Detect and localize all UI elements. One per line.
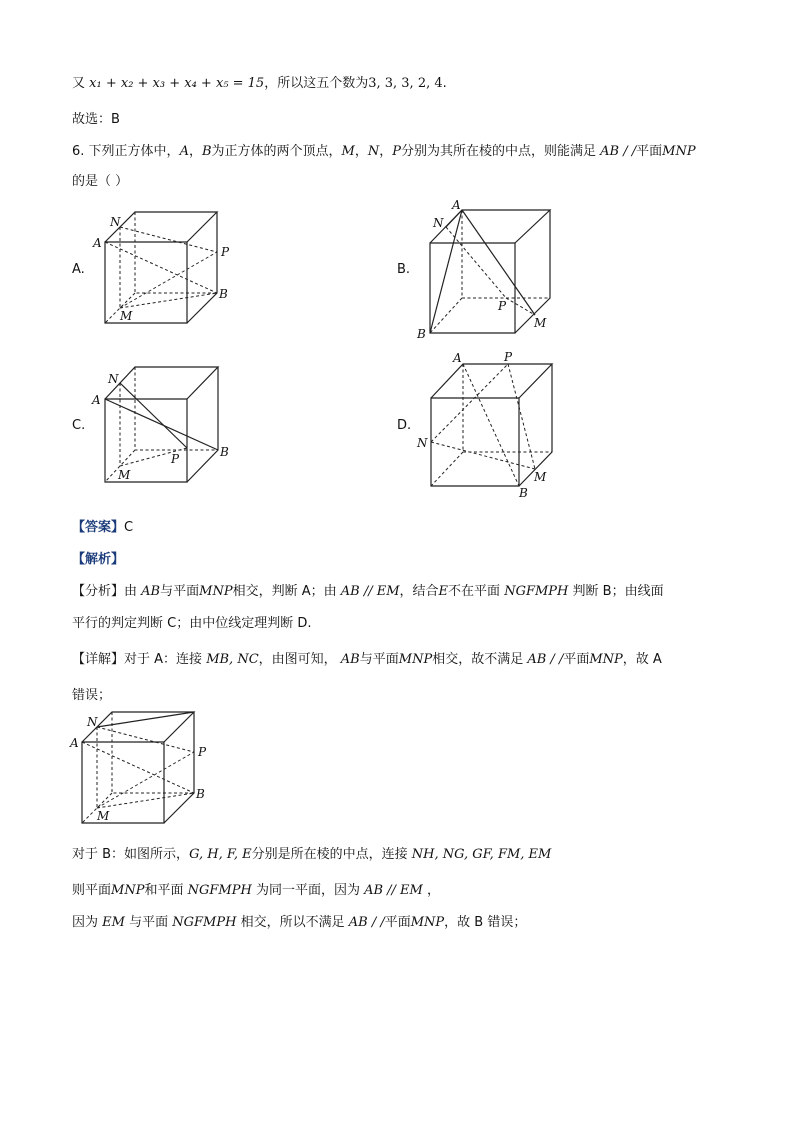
label-M: M [118, 468, 131, 482]
label-M: M [534, 470, 547, 484]
math-AB: AB [340, 652, 360, 667]
answer-select: 故选：B [72, 112, 120, 127]
segment-NP [120, 383, 187, 448]
label-P: P [498, 299, 507, 313]
option-d-label: D. [397, 418, 412, 433]
segment-NP [431, 364, 508, 442]
text: ，由图可知， [258, 652, 337, 667]
text: 为正方体的两个顶点， [211, 144, 342, 159]
text: 分别是所在棱的中点，连接 [251, 847, 408, 862]
option-b-label: B. [397, 262, 411, 277]
math-N: N [367, 144, 380, 159]
text: 平行的判定判断 C；由中位线定理判断 D. [72, 616, 312, 631]
math-AB-EM: AB // EM [340, 584, 400, 599]
math-connections: NH, NG, GF, FM, EM [411, 847, 552, 862]
label-A: A [453, 351, 462, 365]
label-A: A [452, 198, 461, 212]
math-AB: AB / / [600, 144, 637, 159]
label-P: P [504, 350, 513, 364]
cube-right-face [164, 712, 194, 823]
text: 又 [72, 76, 86, 91]
label-M: M [120, 309, 133, 323]
answer-value: C [124, 520, 134, 535]
math-A: A [179, 144, 189, 159]
text: 与平面 [160, 584, 200, 599]
math-B: B [201, 144, 212, 159]
figure-option-c [90, 362, 230, 492]
text: 和平面 [144, 883, 184, 898]
label-A: A [92, 393, 101, 407]
analysis-label: 【解析】 [72, 552, 125, 567]
label-P: P [171, 452, 180, 466]
text-line-1 [72, 72, 447, 91]
text: ， [427, 883, 441, 898]
xiangjie-line-1 [72, 648, 662, 667]
label-A: A [93, 236, 102, 250]
math-MNP: MNP [398, 652, 433, 667]
label-B: B [220, 445, 229, 459]
segment-AB [82, 742, 194, 793]
text: 错误； [72, 688, 112, 703]
text: 平面 [563, 652, 590, 667]
label-N: N [87, 715, 98, 729]
cube-top-face [105, 367, 218, 399]
math-MB-NC: MB, NC [206, 652, 259, 667]
label-N: N [110, 215, 121, 229]
b-line-3 [72, 911, 526, 930]
figure-option-a [90, 205, 230, 335]
text: ，结合 [399, 584, 439, 599]
segment-AB [463, 364, 519, 486]
math-NGFMPH: NGFMPH [187, 883, 252, 898]
text: 平面 [636, 144, 663, 159]
figure-option-b [415, 198, 565, 343]
math-MNP: MNP [111, 883, 145, 898]
math-NGFMPH: NGFMPH [172, 915, 237, 930]
math-MNP: MNP [589, 652, 623, 667]
text: 为同一平面，因为 [255, 883, 360, 898]
segment-MB [120, 293, 217, 308]
text: ， [379, 144, 393, 159]
label-B: B [417, 327, 426, 341]
text: 因为 [72, 915, 99, 930]
cube-front-face [105, 242, 187, 323]
segment-AB [105, 399, 218, 450]
cube-front-face [82, 742, 164, 823]
text: 与平面 [129, 915, 169, 930]
answer-label: 【答案】 [72, 520, 125, 535]
math-NGFMPH: NGFMPH [504, 584, 569, 599]
text: ，故 A [622, 652, 662, 667]
math-GHFE: G, H, F, E [189, 847, 252, 862]
text: 判断 B；由线面 [572, 584, 664, 599]
label-P: P [221, 245, 230, 259]
label-B: B [196, 787, 205, 801]
text: 分别为其所在棱的中点，则能满足 [401, 144, 597, 159]
option-c-label: C. [72, 418, 86, 433]
text: 平面 [384, 915, 411, 930]
math-MNP: MNP [199, 584, 233, 599]
label-M: M [97, 809, 110, 823]
text: 相交，所以不满足 [240, 915, 345, 930]
math-M: M [341, 144, 355, 159]
analysis-heading [72, 548, 124, 567]
text: 相交，故不满足 [432, 652, 524, 667]
text: 与平面 [359, 652, 399, 667]
math-EM: EM [102, 915, 125, 930]
label-N: N [108, 372, 119, 386]
text: . [442, 76, 447, 91]
text: ， [354, 144, 368, 159]
math-values: 3, 3, 3, 2, 4 [368, 76, 443, 91]
label-N: N [433, 216, 444, 230]
label-P: P [198, 745, 207, 759]
text: 下列正方体中， [88, 144, 180, 159]
text: 不在平面 [448, 584, 501, 599]
math-MNP: MNP [662, 144, 696, 159]
cube-front-face [431, 398, 519, 486]
fenxi-label: 【分析】 [72, 584, 125, 599]
text: ，故 B 错误； [444, 915, 527, 930]
cube-right-face [187, 212, 217, 323]
text: ，所以这五个数为 [264, 76, 369, 91]
label-N: N [417, 436, 428, 450]
math-P: P [392, 144, 402, 159]
segment-MB [97, 793, 194, 808]
math-sum: x₁ + x₂ + x₃ + x₄ + x₅ = 15 [89, 76, 265, 91]
text: ， [188, 144, 202, 159]
label-M: M [534, 316, 547, 330]
cube-top-face [430, 210, 550, 243]
question-6-line-1 [72, 140, 696, 159]
cube-right-face [515, 210, 550, 333]
label-B: B [219, 287, 228, 301]
math-AB-EM: AB // EM [364, 883, 423, 898]
text: 对于 A：连接 [124, 652, 203, 667]
math-MNP: MNP [410, 915, 445, 930]
question-6-line-2 [72, 170, 128, 189]
xiangjie-line-2 [72, 684, 111, 703]
xiangjie-label: 【详解】 [72, 652, 125, 667]
segment-PM [508, 364, 535, 469]
text: 对于 B：如图所示， [72, 847, 190, 862]
fenxi-line-1 [72, 580, 664, 599]
question-number: 6. [72, 144, 85, 159]
b-line-1 [72, 843, 551, 862]
text: 则平面 [72, 883, 112, 898]
segment-AB [105, 242, 217, 293]
math-E: E [438, 584, 449, 599]
b-line-2 [72, 879, 440, 898]
answer-line [72, 516, 133, 535]
figure-explanation-a [68, 705, 218, 830]
label-B: B [519, 486, 528, 500]
math-AB: AB [141, 584, 161, 599]
figure-option-d [413, 350, 573, 500]
cube-right-face [187, 367, 218, 482]
text: 由 [124, 584, 138, 599]
math-AB-parallel: AB / / [527, 652, 564, 667]
fenxi-line-2 [72, 612, 312, 631]
text: 相交，判断 A；由 [232, 584, 337, 599]
label-A: A [70, 736, 79, 750]
cube-hidden-edge [431, 452, 463, 486]
cube-top-face [431, 364, 552, 398]
segment-PM [506, 298, 535, 315]
text: 的是（ ） [72, 174, 129, 189]
option-a-label: A. [72, 262, 85, 277]
math-AB-parallel: AB / / [348, 915, 385, 930]
text-line-2 [72, 108, 120, 127]
